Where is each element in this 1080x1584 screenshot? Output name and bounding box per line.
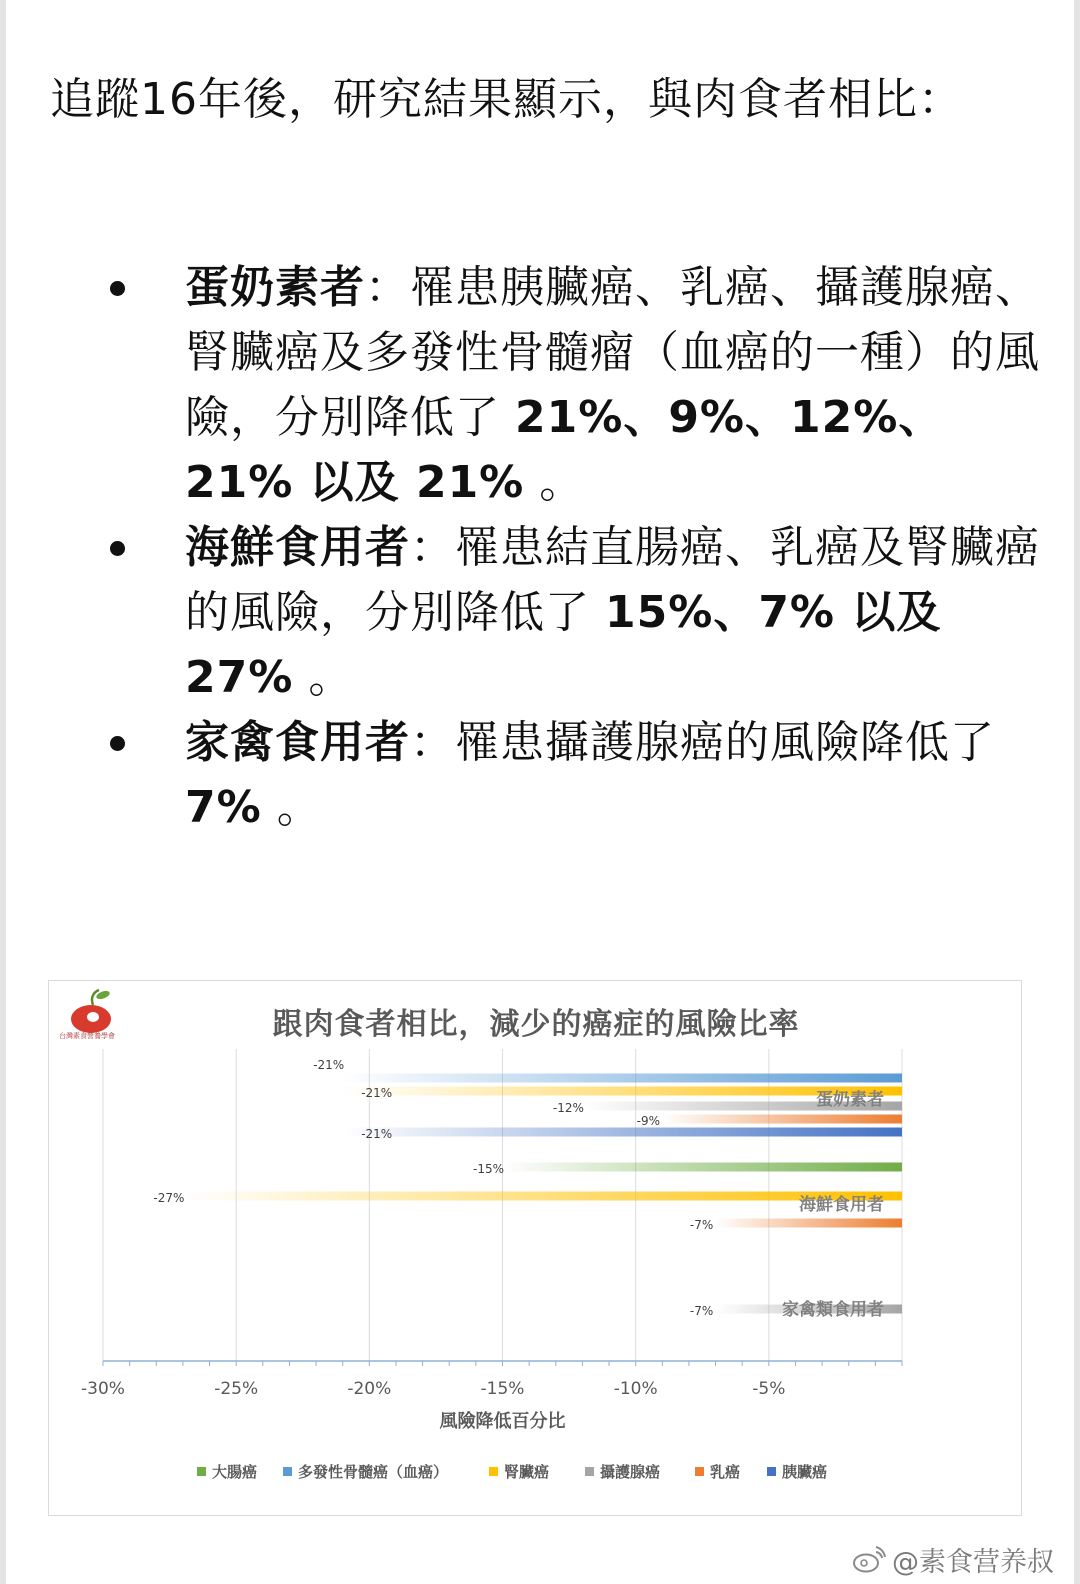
bullet-end: 。 [524, 457, 585, 508]
data-label: -15% [472, 1162, 505, 1176]
bar-0 [343, 1074, 902, 1083]
x-tick-label: -30% [81, 1379, 125, 1399]
watermark-text: @素食营养叔 [892, 1547, 1054, 1578]
chart-card [48, 980, 1022, 1516]
x-axis-label: 風險降低百分比 [439, 1411, 566, 1432]
bullet-colon: ： [410, 717, 455, 768]
bullet-item-ovo-lacto [0, 255, 1080, 515]
data-label: -7% [689, 1304, 714, 1318]
legend-swatch [197, 1467, 206, 1476]
legend-swatch [767, 1467, 776, 1476]
bullet-item-poultry [0, 710, 1080, 840]
group-label: 家禽類食用者 [782, 1300, 884, 1320]
x-tick-label: -15% [480, 1379, 525, 1399]
x-tick-label: -25% [214, 1379, 259, 1399]
legend-label: 腎臟癌 [504, 1463, 550, 1481]
bullet-list [0, 255, 1080, 840]
legend-swatch [283, 1467, 292, 1476]
bullet-colon: ： [365, 262, 410, 313]
legend-label: 大腸癌 [212, 1463, 258, 1481]
legend-label: 多發性骨髓癌（血癌） [298, 1463, 449, 1481]
legend-swatch [695, 1467, 704, 1476]
bar-6 [183, 1192, 902, 1201]
intro-paragraph: 追蹤16年後，研究結果顯示，與肉食者相比： [50, 74, 963, 125]
chart-title: 跟肉食者相比，減少的癌症的風險比率 [272, 1007, 800, 1042]
data-label: -9% [636, 1114, 660, 1128]
chart-plot [49, 981, 1023, 1517]
bullet-heading: 家禽食用者 [185, 717, 410, 768]
bullet-item-pesco [0, 515, 1080, 710]
legend-swatch [489, 1467, 498, 1476]
watermark [852, 1540, 1054, 1579]
legend-label: 乳癌 [710, 1463, 741, 1481]
bullet-numbers: 15%、7% 以及 27% [185, 587, 942, 703]
x-tick-label: -20% [347, 1379, 392, 1399]
bullet-heading: 蛋奶素者 [185, 262, 365, 313]
bullet-dot [110, 281, 125, 296]
x-tick-label: -5% [752, 1379, 786, 1399]
x-tick-label: -10% [613, 1379, 658, 1399]
bullet-end: 。 [293, 652, 354, 703]
weibo-icon [852, 1546, 886, 1574]
bar-4 [343, 1128, 902, 1137]
data-label: -21% [361, 1086, 393, 1100]
data-label: -12% [552, 1101, 584, 1115]
bullet-numbers: 21%、9%、12%、21% 以及 21% [185, 392, 944, 508]
bullet-text: 罹患胰臟癌、乳癌、攝護腺癌、腎臟癌及多發性骨髓瘤（血癌的一種）的風險，分別降低了 [185, 262, 1040, 443]
data-label: -27% [153, 1191, 185, 1205]
data-label: -21% [313, 1058, 345, 1072]
bullet-heading: 海鮮食用者 [185, 522, 410, 573]
bullet-text: 罹患攝護腺癌的風險降低了 [455, 717, 995, 768]
bullet-end: 。 [261, 782, 322, 833]
group-label: 海鮮食用者 [799, 1195, 884, 1215]
legend-swatch [585, 1467, 594, 1476]
data-label: -7% [689, 1218, 714, 1232]
group-label: 蛋奶素者 [816, 1090, 884, 1110]
bar-5 [503, 1163, 903, 1172]
bar-7 [716, 1219, 902, 1228]
bar-3 [662, 1115, 902, 1124]
bullet-colon: ： [410, 522, 455, 573]
bullet-dot [110, 736, 125, 751]
bullet-numbers: 7% [185, 782, 262, 833]
logo-text: 台灣素食營養學會 [59, 1032, 115, 1040]
bullet-dot [110, 541, 125, 556]
legend-label: 攝護腺癌 [600, 1463, 661, 1481]
data-label: -21% [361, 1127, 393, 1141]
bullet-text: 罹患結直腸癌、乳癌及腎臟癌的風險，分別降低了 [185, 522, 1040, 638]
legend-label: 胰臟癌 [782, 1463, 828, 1481]
